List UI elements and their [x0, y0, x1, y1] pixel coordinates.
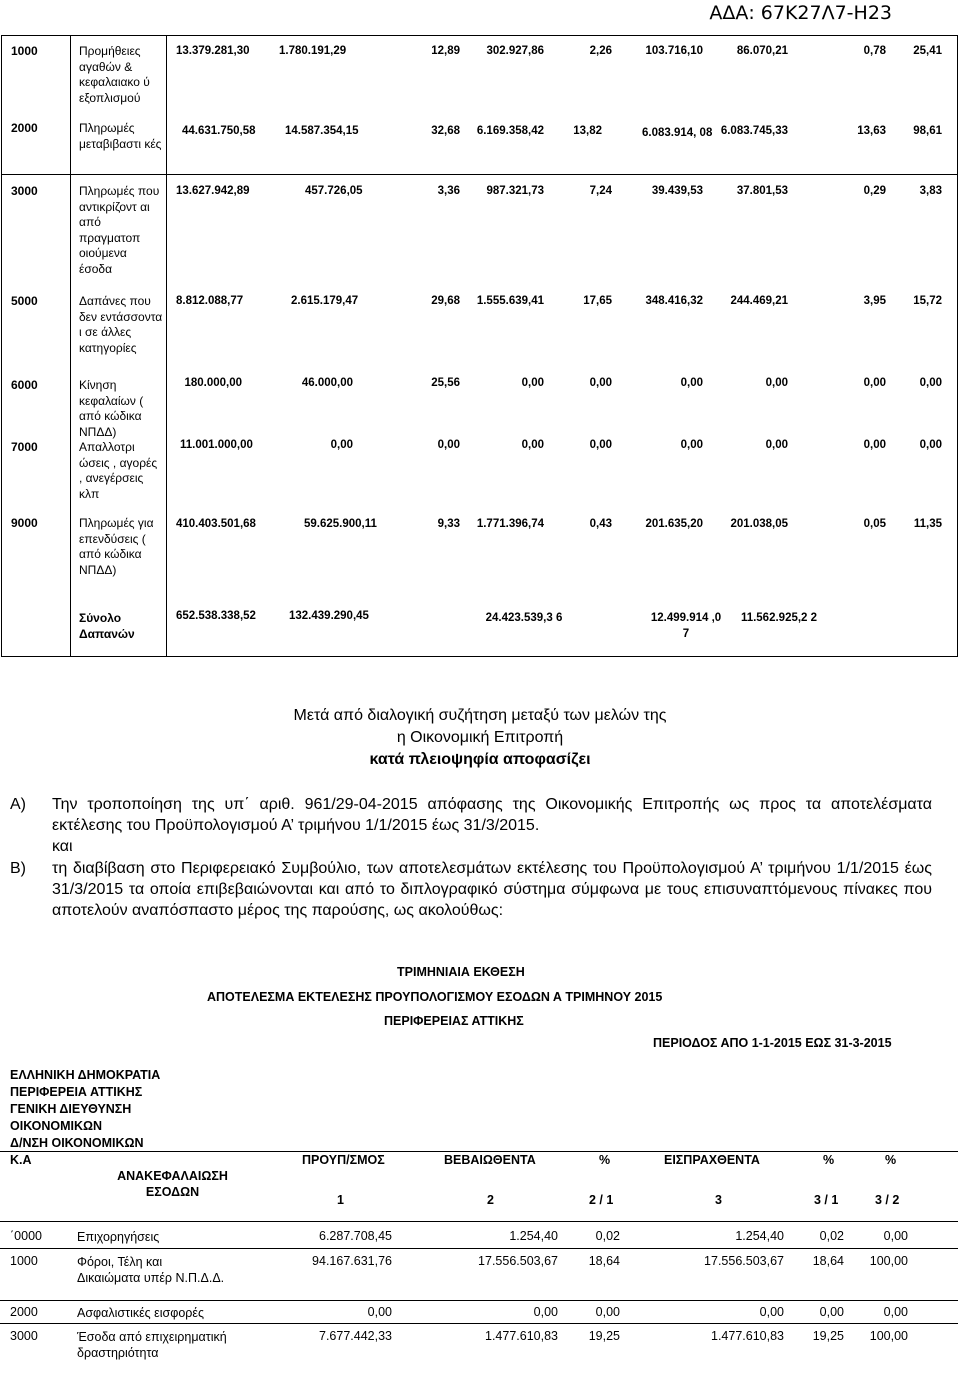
cell-value: 180.000,00	[184, 377, 242, 389]
cell-value: 39.439,53	[651, 185, 703, 197]
row-label: Πληρωμές για επενδύσεις ( από κώδικα ΝΠΔΔ)	[79, 516, 154, 577]
cell-value: 37.801,53	[736, 185, 788, 197]
cell-value: 0,00	[330, 439, 353, 451]
row-divider	[0, 1323, 958, 1324]
cell-value: 1.254,40	[735, 1229, 784, 1243]
cell-value: 18,64	[588, 1254, 620, 1268]
cell-value: 25,41	[913, 45, 942, 57]
cell-value: 652.538.338,52	[176, 610, 256, 622]
expenses-table	[1, 35, 958, 657]
decision-line-3: κατά πλειοψηφία αποφασίζει	[369, 751, 591, 768]
row-label: Κίνηση κεφαλαίων ( από κώδικα ΝΠΔΔ)	[79, 378, 144, 439]
item-a-text: Την τροποποίηση της υπ΄ αριθ. 961/29-04-2015 απόφασης της Οικονομικής Επιτροπής ως προς τα αποτελέσματα εκτέλεσης του Προϋπολογισμού Α’ τριμήνου 1/1/2015 έως 31/3/2015.	[52, 796, 932, 834]
row-code: 9000	[11, 516, 38, 530]
cell-value: 244.469,21	[730, 295, 788, 307]
cell-value: 12.499.914 ,07	[650, 612, 722, 640]
authority-line: Δ/ΝΣΗ ΟΙΚΟΝΟΜΙΚΩΝ	[10, 1136, 144, 1150]
cell-value: 3,95	[863, 295, 886, 307]
cell-value: 457.726,05	[305, 185, 363, 197]
cell-value: 2,26	[589, 45, 612, 57]
cell-value: 100,00	[869, 1254, 908, 1268]
cell-value: 19,25	[812, 1329, 844, 1343]
authority-line: ΠΕΡΙΦΕΡΕΙΑ ΑΤΤΙΚΗΣ	[10, 1085, 143, 1099]
subheader-6: 3 / 2	[875, 1193, 900, 1207]
header-pct-2: %	[823, 1153, 835, 1167]
item-b-label: Β)	[10, 860, 26, 877]
cell-value: 29,68	[431, 295, 460, 307]
row-code: 3000	[10, 1329, 38, 1343]
cell-value: 98,61	[913, 125, 942, 137]
cell-value: 201.038,05	[730, 518, 788, 530]
cell-value: 86.070,21	[736, 45, 788, 57]
cell-value: 13.627.942,89	[176, 185, 250, 197]
cell-value: 0,00	[589, 439, 612, 451]
cell-value: 11,35	[913, 518, 942, 530]
authority-line: ΟΙΚΟΝΟΜΙΚΩΝ	[10, 1119, 103, 1133]
cell-value: 2.615.179,47	[291, 295, 359, 307]
row-label: Ασφαλιστικές εισφορές	[77, 1306, 204, 1320]
cell-value: 0,00	[521, 377, 544, 389]
cell-value: 0,00	[367, 1305, 392, 1319]
report-subtitle: ΑΠΟΤΕΛΕΣΜΑ ΕΚΤΕΛΕΣΗΣ ΠΡΟΥΠΟΛΟΓΙΣΜΟΥ ΕΣΟΔΩΝ Α ΤΡΙΜΗΝΟΥ 2015	[207, 990, 663, 1004]
cell-value: 201.635,20	[645, 518, 703, 530]
subheader-5: 3 / 1	[814, 1193, 839, 1207]
cell-value: 410.403.501,68	[176, 518, 256, 530]
cell-value: 0,00	[765, 439, 788, 451]
row-label: Φόροι, Τέλη και Δικαιώματα υπέρ Ν.Π.Δ.Δ.	[77, 1255, 225, 1285]
column-divider	[70, 36, 71, 656]
cell-value: 12,89	[431, 45, 460, 57]
cell-value: 0,00	[680, 377, 703, 389]
table-top-border	[0, 1151, 958, 1152]
row-code: 3000	[11, 184, 38, 198]
cell-value: 59.625.900,11	[304, 518, 377, 530]
row-divider	[0, 1300, 958, 1301]
header-pct-1: %	[599, 1153, 611, 1167]
cell-value: 302.927,86	[486, 45, 544, 57]
cell-value: 6.083.745,33	[720, 125, 788, 137]
cell-value: 0,02	[819, 1229, 844, 1243]
cell-value: 0,00	[863, 377, 886, 389]
cell-value: 0,00	[680, 439, 703, 451]
issuing-authority	[10, 1067, 160, 1152]
cell-value: 11.562.925,2 2	[740, 612, 818, 624]
cell-value: 11.001.000,00	[180, 439, 253, 451]
cell-value: 13,63	[857, 125, 886, 137]
cell-value: 6.169.358,42	[476, 125, 544, 137]
cell-value: 1.780.191,29	[279, 45, 347, 57]
subheader-1: 1	[337, 1193, 344, 1207]
cell-value: 17.556.503,67	[704, 1254, 784, 1268]
cell-value: 100,00	[869, 1329, 908, 1343]
decision-line-2: η Οικονομική Επιτροπή	[396, 729, 564, 746]
row-code: 6000	[11, 378, 38, 392]
cell-value: 0,00	[759, 1305, 784, 1319]
cell-value: 17.556.503,67	[478, 1254, 558, 1268]
cell-value: 0,29	[863, 185, 886, 197]
cell-value: 0,00	[521, 439, 544, 451]
cell-value: 0,00	[589, 377, 612, 389]
cell-value: 44.631.750,58	[182, 125, 256, 137]
cell-value: 0,02	[595, 1229, 620, 1243]
header-certified: ΒΕΒΑΙΩΘΕΝΤΑ	[444, 1153, 536, 1167]
and-connector: και	[52, 838, 73, 855]
cell-value: 987.321,73	[486, 185, 544, 197]
row-label: Έσοδα από επιχειρηματική δραστηριότητα	[77, 1330, 227, 1360]
cell-value: 14.587.354,15	[285, 125, 359, 137]
cell-value: 25,56	[431, 377, 460, 389]
cell-value: 13.379.281,30	[176, 45, 250, 57]
cell-value: 0,00	[919, 377, 942, 389]
row-code: 1000	[11, 44, 38, 58]
report-period: ΠΕΡΙΟΔΟΣ ΑΠΟ 1-1-2015 ΕΩΣ 31-3-2015	[653, 1036, 892, 1050]
row-label: Πληρωμές που αντικρίζοντ αι από πραγματοπ οιούμενα έσοδα	[79, 184, 160, 276]
cell-value: 9,33	[437, 518, 460, 530]
cell-value: 7.677.442,33	[319, 1329, 392, 1343]
row-code: 2000	[10, 1305, 38, 1319]
row-code: ΄0000	[10, 1229, 42, 1243]
subheader-2: 2	[487, 1193, 494, 1207]
cell-value: 17,65	[583, 295, 612, 307]
row-code: 7000	[11, 440, 38, 454]
cell-value: 1.254,40	[509, 1229, 558, 1243]
cell-value: 0,05	[863, 518, 886, 530]
header-budget: ΠΡΟΥΠ/ΣΜΟΣ	[302, 1153, 385, 1167]
cell-value: 0,43	[589, 518, 612, 530]
table-divider	[0, 1221, 958, 1222]
authority-line: ΓΕΝΙΚΗ ΔΙΕΥΘΥΝΣΗ	[10, 1102, 132, 1116]
cell-value: 18,64	[812, 1254, 844, 1268]
cell-value: 1.477.610,83	[485, 1329, 558, 1343]
cell-value: 0,00	[883, 1229, 908, 1243]
cell-value: 0,00	[863, 439, 886, 451]
cell-value: 0,00	[765, 377, 788, 389]
row-label: Επιχορηγήσεις	[77, 1230, 160, 1244]
row-label: Προμήθειες αγαθών & κεφαλαιακο ύ εξοπλισμού	[79, 44, 150, 105]
ada-stamp: ΑΔΑ: 67Κ27Λ7-Η23	[709, 2, 892, 24]
cell-value: 3,36	[437, 185, 460, 197]
cell-value: 0,00	[595, 1305, 620, 1319]
decision-line-1: Μετά από διαλογική συζήτηση μεταξύ των μελών της	[293, 707, 667, 724]
subheader-4: 3	[715, 1193, 722, 1207]
row-divider	[2, 174, 957, 175]
cell-value: 6.083.914, 08	[642, 127, 713, 139]
cell-value: 1.555.639,41	[476, 295, 544, 307]
cell-value: 15,72	[913, 295, 942, 307]
cell-value: 0,78	[863, 45, 886, 57]
cell-value: 3,83	[919, 185, 942, 197]
cell-value: 0,00	[819, 1305, 844, 1319]
subheader-3: 2 / 1	[589, 1193, 614, 1207]
item-a-label: Α)	[10, 796, 26, 813]
cell-value: 0,00	[437, 439, 460, 451]
cell-value: 0,00	[533, 1305, 558, 1319]
cell-value: 94.167.631,76	[312, 1254, 392, 1268]
row-label: Σύνολο Δαπανών	[79, 611, 135, 641]
cell-value: 8.812.088,77	[176, 295, 244, 307]
cell-value: 6.287.708,45	[319, 1229, 392, 1243]
cell-value: 132.439.290,45	[289, 610, 369, 622]
cell-value: 32,68	[431, 125, 460, 137]
row-code: 1000	[10, 1254, 38, 1268]
item-b-text: τη διαβίβαση στο Περιφερειακό Συμβούλιο, των αποτελεσμάτων εκτέλεσης του Προϋπολογισμού Α’ τριμήνου 1/1/2015 έως 31/3/2015 τα οποία επιβεβαιώνονται και από το διπλογραφικό σύστημα σύμφωνα με τους επισυναπτόμενους πίνακες που αποτελούν αναπόσπαστο μέρος της παρούσης, ως ακολούθως:	[52, 860, 932, 919]
header-summary: ΑΝΑΚΕΦΑΛΑΙΩΣΗ ΕΣΟΔΩΝ	[117, 1169, 228, 1199]
row-label: Απαλλοτρι ώσεις , αγορές , ανεγέρσεις κλπ	[79, 440, 158, 501]
cell-value: 24.423.539,3 6	[485, 612, 563, 624]
cell-value: 0,00	[919, 439, 942, 451]
header-collected: ΕΙΣΠΡΑΧΘΕΝΤΑ	[664, 1153, 760, 1167]
cell-value: 46.000,00	[301, 377, 353, 389]
row-label: Πληρωμές μεταβιβαστι κές	[79, 121, 162, 151]
report-title: ΤΡΙΜΗΝΙΑΙΑ ΕΚΘΕΣΗ	[397, 965, 525, 979]
row-code: 2000	[11, 121, 38, 135]
cell-value: 348.416,32	[645, 295, 703, 307]
row-code: 5000	[11, 294, 38, 308]
cell-value: 1.771.396,74	[476, 518, 544, 530]
report-region: ΠΕΡΙΦΕΡΕΙΑΣ ΑΤΤΙΚΗΣ	[384, 1014, 524, 1028]
cell-value: 0,00	[883, 1305, 908, 1319]
row-divider	[0, 1248, 958, 1249]
header-pct-3: %	[885, 1153, 897, 1167]
cell-value: 7,24	[589, 185, 612, 197]
header-ka: Κ.Α	[10, 1153, 32, 1167]
cell-value: 103.716,10	[645, 45, 703, 57]
authority-line: ΕΛΛΗΝΙΚΗ ΔΗΜΟΚΡΑΤΙΑ	[10, 1068, 161, 1082]
cell-value: 13,82	[573, 125, 602, 137]
row-label: Δαπάνες που δεν εντάσσοντα ι σε άλλες κατηγορίες	[79, 294, 163, 355]
cell-value: 19,25	[588, 1329, 620, 1343]
column-divider	[166, 36, 167, 656]
cell-value: 1.477.610,83	[711, 1329, 784, 1343]
